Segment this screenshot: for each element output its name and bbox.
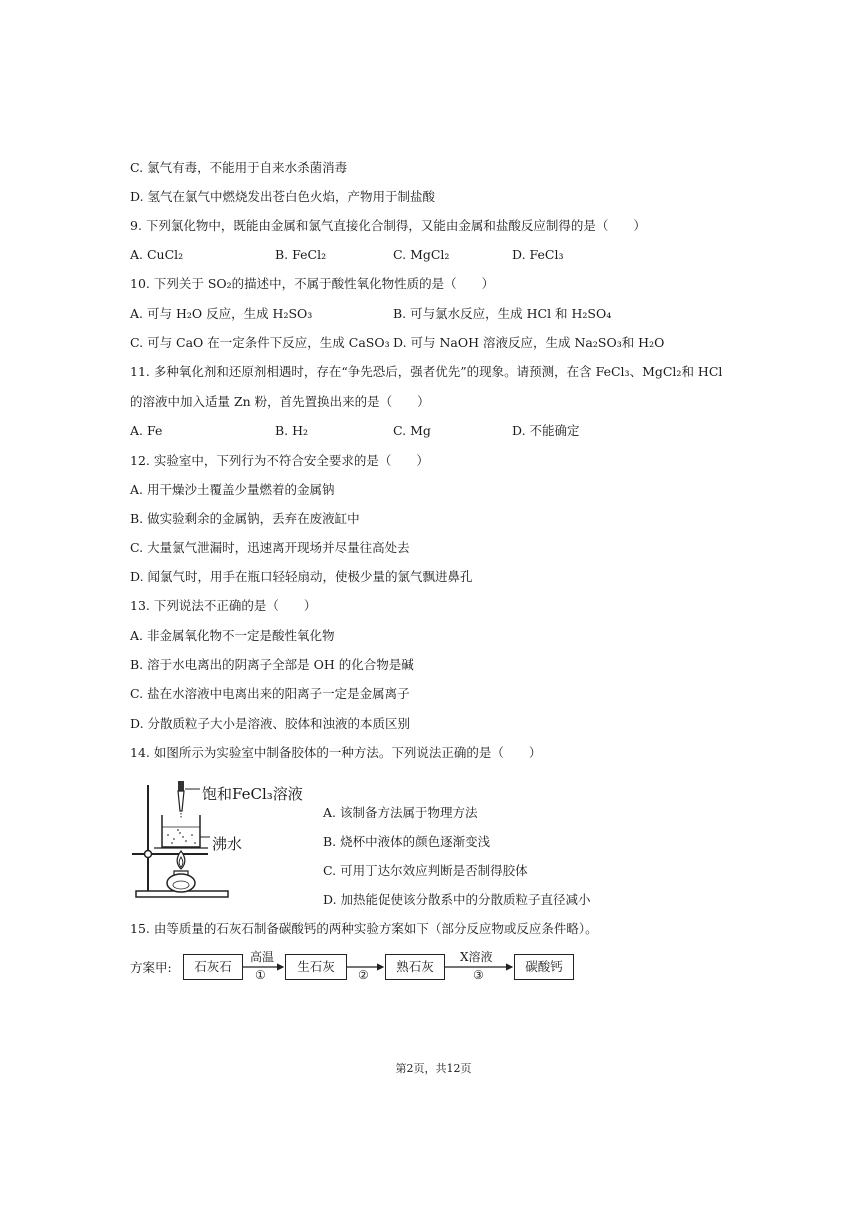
q9-option-c: C. MgCl₂ xyxy=(393,247,450,262)
q12-option-c: C. 大量氯气泄漏时，迅速离开现场并尽量往高处去 xyxy=(130,540,410,555)
step2-number: ② xyxy=(358,968,369,982)
question-13: 13. 下列说法不正确的是（ ） xyxy=(130,598,317,613)
flow-arrows xyxy=(130,940,590,990)
question-10: 10. 下列关于 SO₂的描述中，不属于酸性氧化物性质的是（ ） xyxy=(130,276,495,291)
q9-option-a: A. CuCl₂ xyxy=(130,247,184,262)
q13-option-c: C. 盐在水溶液中电离出来的阳离子一定是金属离子 xyxy=(130,686,410,701)
reagent-label: 饱和FeCl₃溶液 xyxy=(202,785,303,803)
q10-option-a: A. 可与 H₂O 反应，生成 H₂SO₃ xyxy=(130,306,313,321)
q8-option-d: D. 氢气在氯气中燃烧发出苍白色火焰，产物用于制盐酸 xyxy=(130,189,436,204)
question-15: 15. 由等质量的石灰石制备碳酸钙的两种实验方案如下（部分反应物或反应条件略）。 xyxy=(130,921,598,936)
scheme-a-flow xyxy=(130,940,590,990)
step3-condition: X溶液 xyxy=(460,950,493,964)
question-11-line2: 的溶液中加入适量 Zn 粉，首先置换出来的是（ ） xyxy=(130,394,430,409)
box-quicklime: 生石灰 xyxy=(285,954,347,980)
box-slaked-lime: 熟石灰 xyxy=(385,954,445,980)
step3-number: ③ xyxy=(473,968,484,982)
boiling-water-label: 沸水 xyxy=(212,835,243,853)
q10-option-d: D. 可与 NaOH 溶液反应，生成 Na₂SO₃和 H₂O xyxy=(393,335,665,350)
q11-option-a: A. Fe xyxy=(130,423,163,438)
q14-option-c: C. 可用丁达尔效应判断是否制得胶体 xyxy=(323,863,528,878)
q12-option-b: B. 做实验剩余的金属钠，丢弃在废液缸中 xyxy=(130,511,360,526)
scheme-a-label: 方案甲: xyxy=(130,960,172,975)
q9-option-d: D. FeCl₃ xyxy=(512,247,564,262)
q12-option-d: D. 闻氯气时，用手在瓶口轻轻扇动，使极少量的氯气飘进鼻孔 xyxy=(130,569,473,584)
question-9: 9. 下列氯化物中，既能由金属和氯气直接化合制得，又能由金属和盐酸反应制得的是（ ） xyxy=(130,218,646,233)
q13-option-b: B. 溶于水电离出的阴离子全部是 OH 的化合物是碱 xyxy=(130,657,414,672)
q13-option-a: A. 非金属氧化物不一定是酸性氧化物 xyxy=(130,628,335,643)
q10-option-b: B. 可与氯水反应，生成 HCl 和 H₂SO₄ xyxy=(393,306,612,321)
box-calcium-carbonate: 碳酸钙 xyxy=(514,954,574,980)
page-footer: 第2页，共12页 xyxy=(395,1062,472,1075)
q14-option-a: A. 该制备方法属于物理方法 xyxy=(323,805,478,820)
question-14: 14. 如图所示为实验室中制备胶体的一种方法。下列说法正确的是（ ） xyxy=(130,745,542,760)
step1-number: ① xyxy=(255,968,266,982)
box-limestone: 石灰石 xyxy=(183,954,243,980)
q11-option-d: D. 不能确定 xyxy=(512,423,580,438)
q9-option-b: B. FeCl₂ xyxy=(275,247,327,262)
q14-option-d: D. 加热能促使该分散系中的分散质粒子直径减小 xyxy=(323,892,591,907)
q11-option-c: C. Mg xyxy=(393,423,431,438)
q10-option-c: C. 可与 CaO 在一定条件下反应，生成 CaSO₃ xyxy=(130,335,390,350)
question-12: 12. 实验室中，下列行为不符合安全要求的是（ ） xyxy=(130,453,429,468)
q8-option-c: C. 氯气有毒，不能用于自来水杀菌消毒 xyxy=(130,160,348,175)
question-11-line1: 11. 多种氧化剂和还原剂相遇时，存在“争先恐后，强者优先”的现象。请预测，在含 FeCl₃、MgCl₂和 HCl xyxy=(130,364,723,379)
q12-option-a: A. 用干燥沙土覆盖少量燃着的金属钠 xyxy=(130,482,335,497)
q13-option-d: D. 分散质粒子大小是溶液、胶体和浊液的本质区别 xyxy=(130,716,411,731)
colloid-apparatus-figure xyxy=(128,775,328,910)
q11-option-b: B. H₂ xyxy=(275,423,309,438)
step1-condition: 高温 xyxy=(250,950,275,964)
q14-option-b: B. 烧杯中液体的颜色逐渐变浅 xyxy=(323,834,491,849)
